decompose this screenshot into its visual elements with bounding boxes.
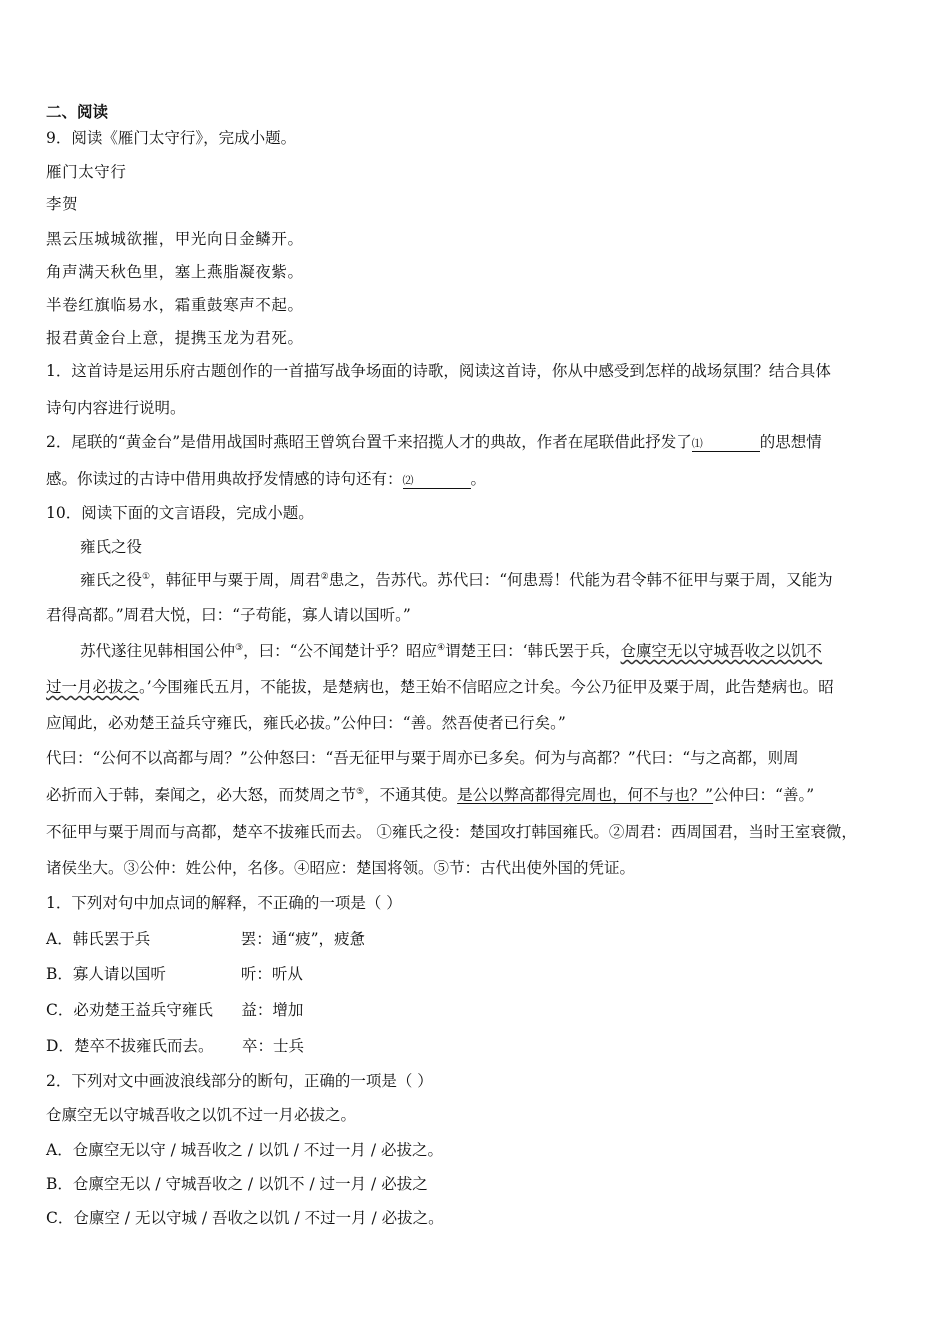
- wavy-underline-text: 过一月必拔之: [46, 678, 140, 696]
- choice-option[interactable]: B．仓廪空无以 / 守城吾收之 / 以饥不 / 过一月 / 必拔之: [46, 1175, 428, 1193]
- poem-line: 黑云压城城欲摧，甲光向日金鳞开。: [46, 230, 304, 248]
- passage-title: 雍氏之役: [80, 538, 143, 556]
- q9-sub1-text: 1．这首诗是运用乐府古题创作的一首描写战争场面的诗歌，阅读这首诗，你从中感受到怎样的战场氛围？结合具体: [46, 362, 831, 380]
- poem-title: 雁门太守行: [46, 163, 127, 181]
- passage-notes: 诸侯坐大。③公仲：姓公仲，名侈。④昭应：楚国将领。⑤节：古代出使外国的凭证。: [46, 859, 636, 877]
- passage-line: 苏代遂往见韩相国公仲③，曰：“公不闻楚计乎？昭应④谓楚王曰：‘韩氏罢于兵，仓廪空无以守城吾收之以饥不: [80, 642, 823, 660]
- q9-sub2-text: 感。你读过的古诗中借用典故抒发情感的诗句还有：⑵ 。: [46, 470, 487, 488]
- choice-option[interactable]: C．必劝楚王益兵守雍氏 益：增加: [46, 1001, 304, 1019]
- q9-sub2-text: 2．尾联的“黄金台”是借用战国时燕昭王曾筑台置千来招揽人才的典故，作者在尾联借此抒发了⑴ 的思想情: [46, 433, 822, 451]
- section-title: 二、阅读: [46, 102, 109, 121]
- poem-line: 半卷红旗临易水，霜重鼓寒声不起。: [46, 296, 304, 314]
- passage-line: 过一月必拔之。’今围雍氏五月，不能拔，是楚病也，楚王始不信昭应之计矣。今公乃征甲及粟于周，此告楚病也。昭: [46, 678, 834, 696]
- poem-line: 报君黄金台上意，提携玉龙为君死。: [46, 329, 304, 347]
- choice-option[interactable]: B．寡人请以国听 听：听从: [46, 965, 303, 983]
- passage-line: 代曰：“公何不以高都与周？”公仲怒曰：“吾无征甲与粟于周亦已多矣。何为与高都？”代曰：“与之高都，则周: [46, 749, 799, 767]
- q10-sub1-question: 1．下列对句中加点词的解释，不正确的一项是（ ）: [46, 894, 402, 912]
- answer-blank-2[interactable]: ⑵: [403, 474, 471, 489]
- passage-notes: 不征甲与粟于周而与高都，楚卒不拔雍氏而去。 ①雍氏之役：楚国攻打韩国雍氏。②周君：西周国君，当时王室衰微，: [46, 823, 857, 841]
- choice-option[interactable]: A．仓廪空无以守 / 城吾收之 / 以饥 / 不过一月 / 必拔之。: [46, 1141, 444, 1159]
- q10-prompt: 10．阅读下面的文言语段，完成小题。: [46, 504, 314, 522]
- choice-option[interactable]: A．韩氏罢于兵 罢：通“疲”，疲惫: [46, 930, 366, 948]
- answer-blank-1[interactable]: ⑴: [692, 437, 760, 452]
- q10-sub2-question: 2．下列对文中画波浪线部分的断句，正确的一项是（ ）: [46, 1072, 433, 1090]
- poem-line: 角声满天秋色里，塞上燕脂凝夜紫。: [46, 263, 304, 281]
- q9-sub1-text: 诗句内容进行说明。: [46, 399, 186, 417]
- choice-option[interactable]: C．仓廪空 / 无以守城 / 吾收之以饥 / 不过一月 / 必拔之。: [46, 1209, 444, 1227]
- underlined-text: 是公以弊高都得完周也，何不与也？”: [457, 786, 714, 804]
- choice-option[interactable]: D．楚卒不拔雍氏而去。 卒：士兵: [46, 1037, 304, 1055]
- q9-prompt: 9．阅读《雁门太守行》，完成小题。: [46, 129, 297, 147]
- passage-line: 必折而入于韩，秦闻之，必大怒，而焚周之节⑤，不通其使。是公以弊高都得完周也，何不与也？”公仲曰：“善。”: [46, 786, 815, 804]
- wavy-underline-text: 仓廪空无以守城吾收之以饥不: [620, 642, 823, 660]
- poem-author: 李贺: [46, 195, 79, 213]
- passage-line: 君得高都。”周君大悦，曰：“子苟能，寡人请以国听。”: [46, 606, 411, 624]
- passage-line: 应闻此，必劝楚王益兵守雍氏，雍氏必拔。”公仲曰：“善。然吾使者已行矣。”: [46, 714, 566, 732]
- passage-line: 雍氏之役①，韩征甲与粟于周，周君②患之，告苏代。苏代曰：“何患焉！代能为君令韩不征甲与粟于周，又能为: [80, 571, 833, 589]
- q10-sub2-sentence: 仓廪空无以守城吾收之以饥不过一月必拔之。: [46, 1106, 357, 1124]
